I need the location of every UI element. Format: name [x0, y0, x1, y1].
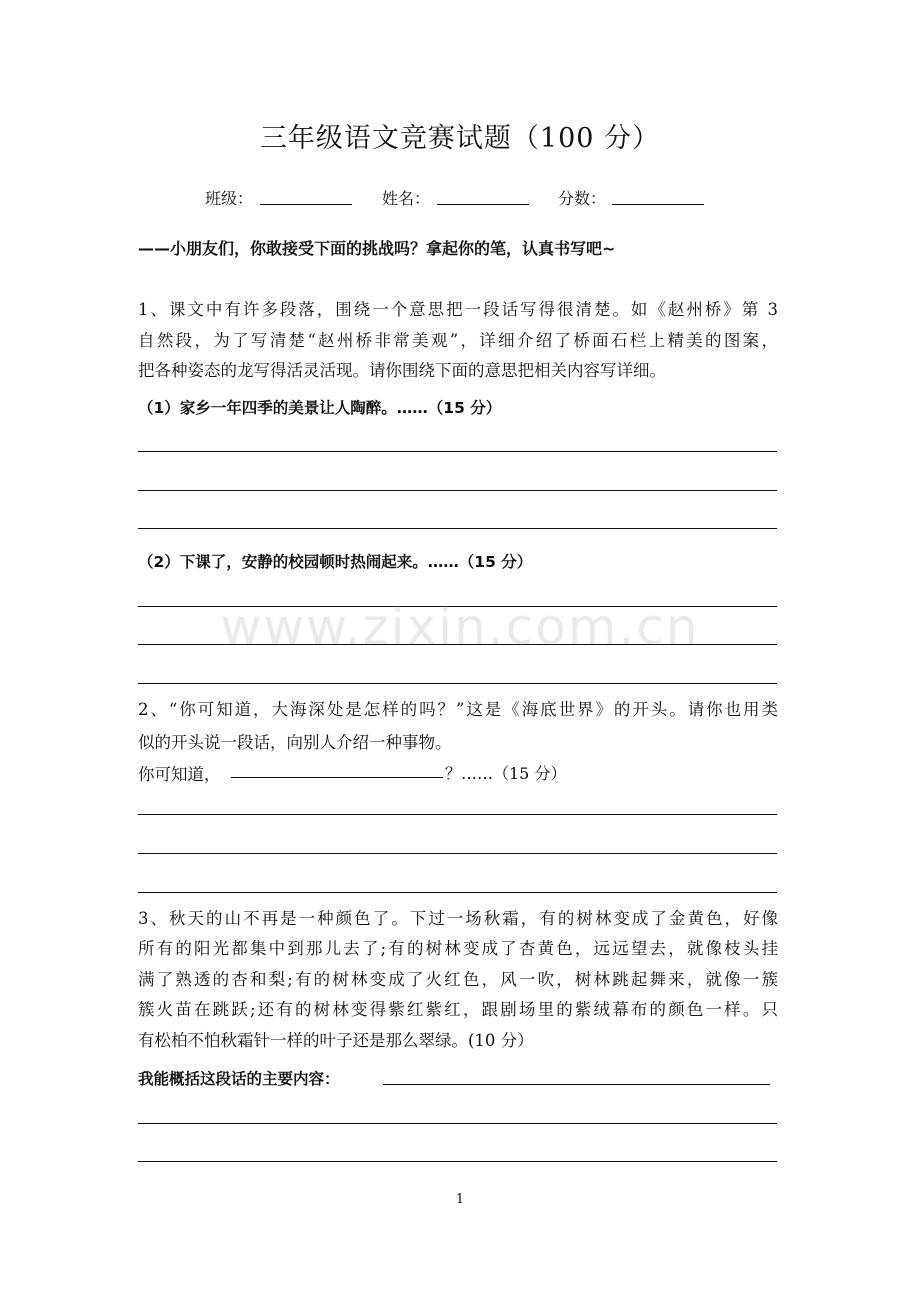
answer-line[interactable] — [138, 451, 777, 452]
answer-line[interactable] — [138, 528, 777, 529]
q1-sub1: （1）家乡一年四季的美景让人陶醉。……（15 分） — [138, 399, 502, 417]
watermark: www.zixin.com.cn — [220, 598, 700, 656]
q3-line-1: 3、秋天的山不再是一种颜色了。下过一场秋霜，有的树林变成了金黄色，好像 — [138, 909, 778, 928]
q3-line-3: 满了熟透的杏和梨;有的树林变成了火红色，风一吹，树林跳起舞来，就像一簇 — [138, 970, 778, 989]
q2-line-1: 2、“你可知道，大海深处是怎样的吗？”这是《海底世界》的开头。请你也用类 — [138, 700, 778, 719]
answer-line[interactable] — [138, 490, 777, 491]
intro-text: ——小朋友们，你敢接受下面的挑战吗？拿起你的笔，认真书写吧~ — [138, 239, 616, 258]
class-field[interactable] — [260, 204, 352, 205]
class-label: 班级： — [205, 189, 254, 208]
page-number: 1 — [455, 1192, 465, 1207]
q3-line-2: 所有的阳光都集中到那儿去了;有的树林变成了杏黄色，远远望去，就像枝头挂 — [138, 939, 778, 958]
q1-line-3: 把各种姿态的龙写得活灵活现。请你围绕下面的意思把相关内容写详细。 — [138, 361, 666, 380]
q2-prompt-blank[interactable] — [231, 777, 443, 778]
answer-line[interactable] — [138, 1123, 777, 1124]
q1-sub2: （2）下课了，安静的校园顿时热闹起来。……（15 分） — [138, 553, 533, 571]
score-field[interactable] — [612, 204, 704, 205]
page-title: 三年级语文竞赛试题（100 分） — [259, 123, 661, 154]
answer-line[interactable] — [138, 683, 777, 684]
answer-line[interactable] — [138, 814, 777, 815]
q3-line-4: 簇火苗在跳跃;还有的树林变得紫红紫红，跟剧场里的紫绒幕布的颜色一样。只 — [138, 1000, 778, 1019]
score-label: 分数： — [558, 189, 607, 208]
q3-line-5: 有松柏不怕秋霜针一样的叶子还是那么翠绿。(10 分） — [138, 1031, 534, 1050]
answer-line[interactable] — [138, 853, 777, 854]
q2-line-2: 似的开头说一段话，向别人介绍一种事物。 — [138, 733, 452, 752]
q2-prompt-start: 你可知道， — [138, 765, 221, 784]
q3-summary-label: 我能概括这段话的主要内容： — [138, 1070, 340, 1088]
name-label: 姓名： — [382, 189, 431, 208]
q2-prompt-end: ？……（15 分） — [445, 764, 567, 783]
name-field[interactable] — [437, 204, 529, 205]
q1-line-1: 1、课文中有许多段落，围绕一个意思把一段话写得很清楚。如《赵州桥》第 3 — [138, 300, 778, 319]
answer-line[interactable] — [138, 1161, 777, 1162]
q1-line-2: 自然段，为了写清楚“赵州桥非常美观”，详细介绍了桥面石栏上精美的图案， — [138, 331, 778, 350]
answer-line[interactable] — [138, 892, 777, 893]
q3-summary-blank[interactable] — [383, 1084, 770, 1085]
